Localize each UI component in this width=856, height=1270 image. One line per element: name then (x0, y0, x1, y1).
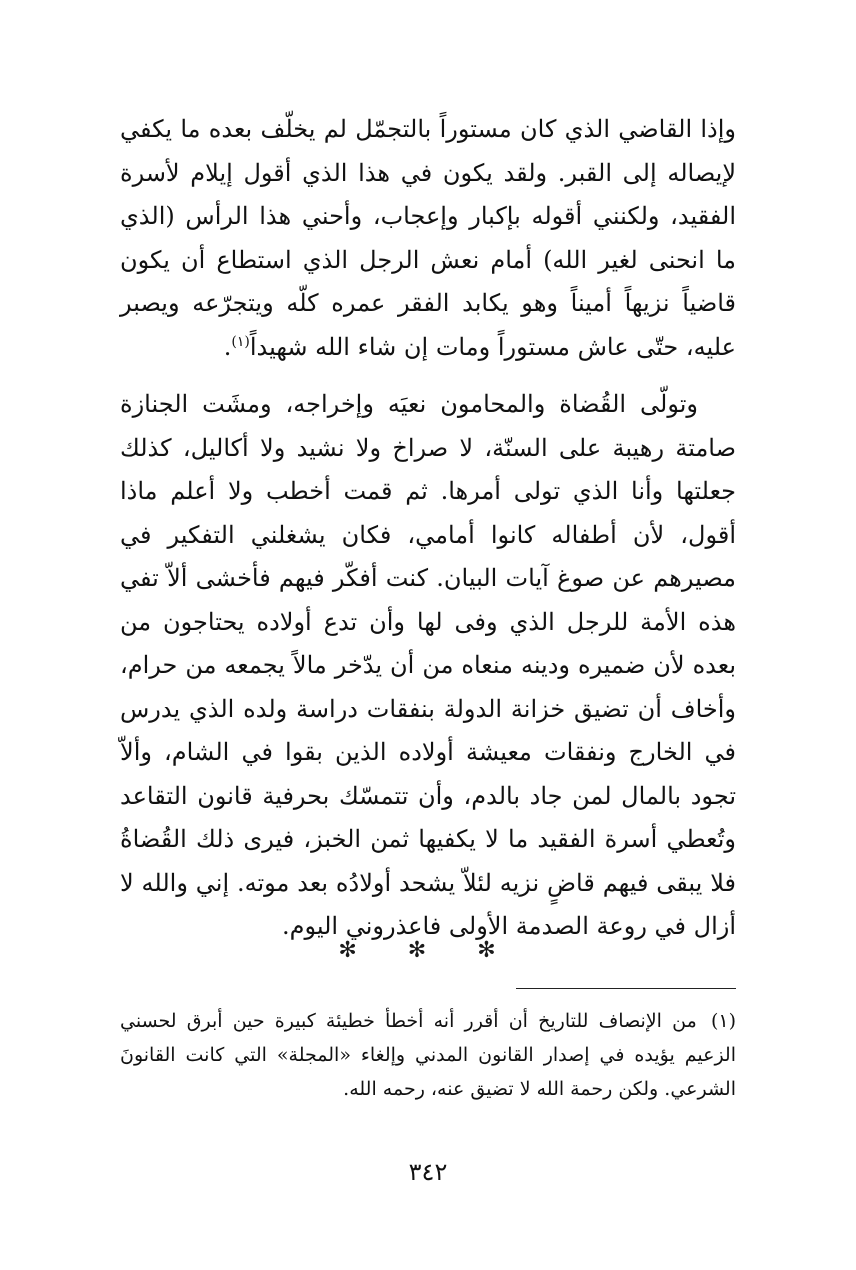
paragraph-2 (120, 383, 736, 949)
footnote-1-marker: (١) (710, 1010, 736, 1032)
footnote-1 (120, 1004, 736, 1106)
paragraph-1-tail: . (223, 332, 232, 361)
paragraph-1 (120, 108, 736, 369)
paragraph-2-text: وتولّى القُضاة والمحامون نعيَه وإخراجه، ومشَت الجنازة صامتة رهيبة على السنّة، لا صراخ ولا نشيد ولا أكاليل، كذلك جعلتها وأنا الذي تولى أمرها. ثم قمت أخطب ولا أعلم ماذا أقول، لأن أطفاله كانوا أمامي، فكان يشغلني التفكير في مصيرهم عن صوغ آيات البيان. كنت أفكّر فيهم فأخشى ألاّ تفي هذه الأمة للرجل الذي وفى لها وأن تدع أولاده يحتاجون من بعده لأن ضميره ودينه منعاه من أن يدّخر مالاً يجمعه من حرام، وأخاف أن تضيق خزانة الدولة بنفقات دراسة ولده الذي يدرس في الخارج ونفقات معيشة أولاده الذين بقوا في الشام، وألاّ تجود بالمال لمن جاد بالدم، وأن تتمسّك بحرفية قانون التقاعد وتُعطي أسرة الفقيد ما لا يكفيها ثمن الخبز، فيرى ذلك القُضاةُ فلا يبقى فيهم قاضٍ نزيه لئلاّ يشحد أولادُه بعد موته. إني والله لا أزال في روعة الصدمة الأولى فاعذروني اليوم. (120, 390, 736, 940)
page-number: ٣٤٢ (408, 1158, 448, 1186)
section-divider-asterisks: ✻ ✻ ✻ (338, 938, 518, 963)
footnote-reference[interactable]: (١) (231, 333, 250, 350)
footnotes (120, 1004, 736, 1106)
body-text (120, 108, 736, 949)
footnote-1-text: من الإنصاف للتاريخ أن أقرر أنه أخطأ خطيئة كبيرة حين أبرق لحسني الزعيم يؤيده في إصدار القانون المدني وإلغاء «المجلة» التي كانت القانونَ الشرعي. ولكن رحمة الله لا تضيق عنه، رحمه الله. (120, 1010, 736, 1100)
footnote-separator-rule (516, 988, 736, 989)
paragraph-1-text: وإذا القاضي الذي كان مستوراً بالتجمّل لم يخلّف بعده ما يكفي لإيصاله إلى القبر. ولقد يكون في هذا الذي أقول إيلام لأسرة الفقيد، ولكنني أقوله بإكبار وإعجاب، وأحني هذا الرأس (الذي ما انحنى لغير الله) أمام نعش الرجل الذي استطاع أن يكون قاضياً نزيهاً أميناً وهو يكابد الفقر عمره كلّه ويتجرّعه ويصبر عليه، حتّى عاش مستوراً ومات إن شاء الله شهيداً (120, 115, 737, 361)
